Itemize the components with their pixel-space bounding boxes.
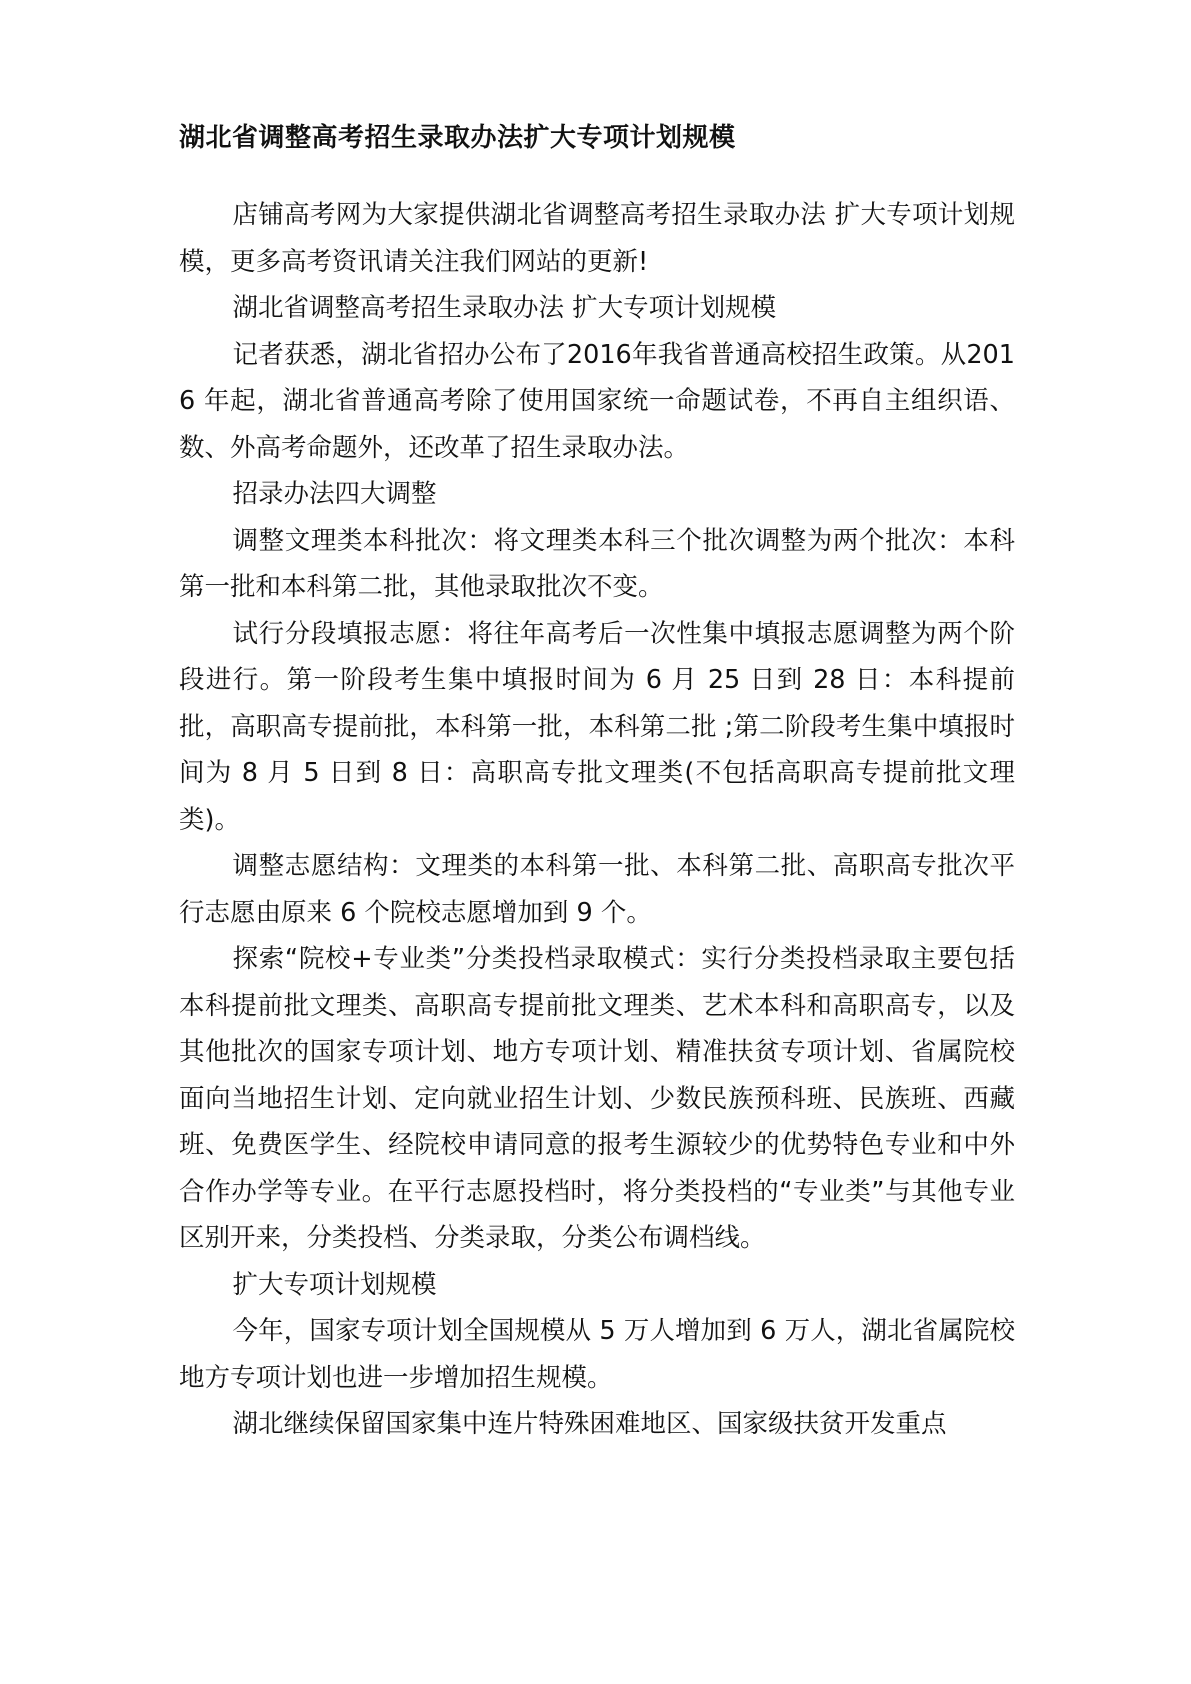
paragraph-volunteer-structure: 调整志愿结构：文理类的本科第一批、本科第二批、高职高专批次平行志愿由原来 6 个院校志愿增加到 9 个。 xyxy=(179,851,1015,928)
document-page xyxy=(179,118,1015,1448)
paragraph-subtitle: 湖北省调整高考招生录取办法 扩大专项计划规模 xyxy=(232,293,777,323)
paragraph-classified-admission: 探索“院校+专业类”分类投档录取模式：实行分类投档录取主要包括本科提前批文理类、高职高专提前批文理类、艺术本科和高职高专，以及其他批次的国家专项计划、地方专项计划、精准扶贫专项计划、省属院校面向当地招生计划、定向就业招生计划、少数民族预科班、民族班、西藏班、免费医学生、经院校申请同意的报考生源较少的优势特色专业和中外合作办学等专业。在平行志愿投档时，将分类投档的“专业类”与其他专业区别开来，分类投档、分类录取，分类公布调档线。 xyxy=(179,944,1015,1253)
paragraph-national-plan-scale: 今年，国家专项计划全国规模从 5 万人增加到 6 万人，湖北省属院校地方专项计划也进一步增加招生规模。 xyxy=(179,1316,1015,1393)
paragraph-batch-adjustment: 调整文理类本科批次：将文理类本科三个批次调整为两个批次：本科第一批和本科第二批，其他录取批次不变。 xyxy=(179,525,1015,602)
document-title: 湖北省调整高考招生录取办法扩大专项计划规模 xyxy=(179,123,736,153)
paragraph-policy-announcement: 记者获悉，湖北省招办公布了2016年我省普通高校招生政策。从2016 年起，湖北省普通高考除了使用国家统一命题试卷，不再自主组织语、数、外高考命题外，还改革了招生录取办法。 xyxy=(179,339,1015,463)
section-heading-expand-special-plan: 扩大专项计划规模 xyxy=(232,1269,437,1300)
paragraph-staged-application: 试行分段填报志愿：将往年高考后一次性集中填报志愿调整为两个阶段进行。第一阶段考生集中填报时间为 6 月 25 日到 28 日：本科提前批，高职高专提前批，本科第一批，本科第二批 ;第二阶段考生集中填报时间为 8 月 5 日到 8 日：高职高专批文理类(不包括高职高专提前批文理类)。 xyxy=(179,618,1015,835)
section-heading-four-adjustments: 招录办法四大调整 xyxy=(232,479,437,509)
paragraph-hubei-retains: 湖北继续保留国家集中连片特殊困难地区、国家级扶贫开发重点 xyxy=(232,1409,947,1439)
paragraph-intro: 店铺高考网为大家提供湖北省调整高考招生录取办法 扩大专项计划规模，更多高考资讯请关注我们网站的更新! xyxy=(179,200,1015,277)
